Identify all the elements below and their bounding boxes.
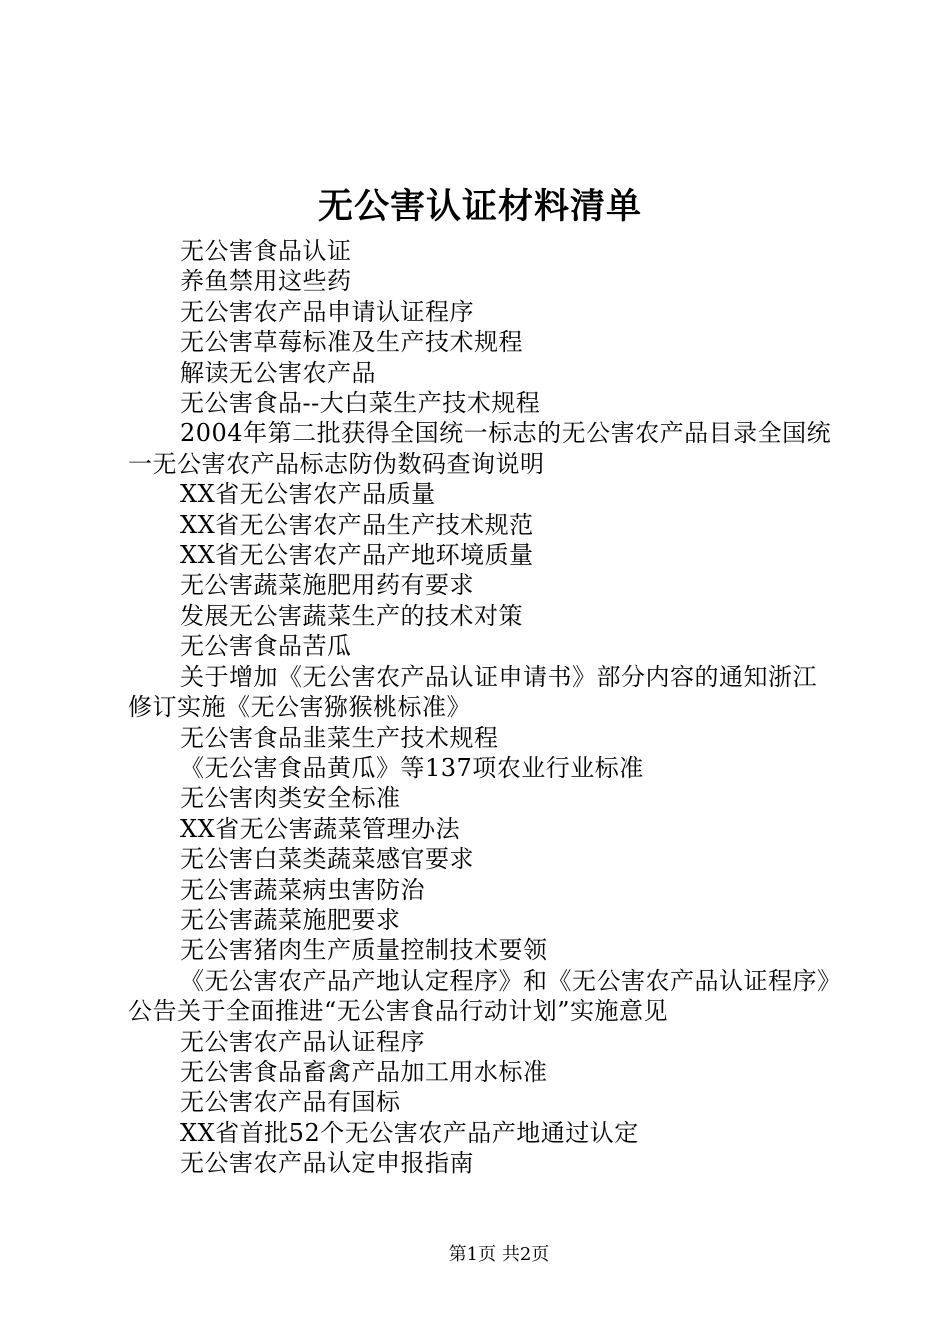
paragraph: 无公害农产品申请认证程序 xyxy=(180,297,474,326)
paragraph: 无公害草莓标准及生产技术规程 xyxy=(180,328,523,357)
paragraph: 无公害食品认证 xyxy=(180,237,352,265)
paragraph: 无公害白菜类蔬菜感官要求 xyxy=(180,845,474,874)
paragraph: 养鱼禁用这些药 xyxy=(180,267,352,296)
paragraph: 无公害食品--大白菜生产技术规程 xyxy=(180,389,541,418)
paragraph: 无公害猪肉生产质量控制技术要领 xyxy=(180,936,548,965)
document-title: 无公害认证材料清单 xyxy=(317,186,642,227)
paragraph: XX省首批52个无公害农产品产地通过认定 xyxy=(180,1118,639,1147)
paragraph: 无公害蔬菜施肥要求 xyxy=(180,905,401,934)
paragraph: 无公害农产品有国标 xyxy=(180,1088,401,1117)
paragraph: 无公害肉类安全标准 xyxy=(180,784,401,813)
paragraph: 无公害农产品认定申报指南 xyxy=(180,1149,474,1178)
paragraph: 无公害食品韭菜生产技术规程 xyxy=(180,723,499,752)
paragraph: 解读无公害农产品 xyxy=(180,358,376,387)
paragraph: 发展无公害蔬菜生产的技术对策 xyxy=(180,601,523,630)
paragraph: 2004年第二批获得全国统一标志的无公害农产品目录全国统一无公害农产品标志防伪数码查询说明 xyxy=(128,419,832,478)
paragraph: 无公害农产品认证程序 xyxy=(180,1027,425,1056)
paragraph: 无公害食品畜禽产品加工用水标准 xyxy=(180,1057,548,1086)
paragraph: 无公害食品苦瓜 xyxy=(180,632,352,661)
paragraph: XX省无公害蔬菜管理办法 xyxy=(180,814,461,843)
paragraph: 《无公害食品黄瓜》等137项农业行业标准 xyxy=(180,753,644,782)
paragraph: 无公害蔬菜病虫害防治 xyxy=(180,875,425,904)
paragraph: XX省无公害农产品产地环境质量 xyxy=(180,541,534,570)
paragraph: XX省无公害农产品质量 xyxy=(180,480,436,509)
paragraph: 无公害蔬菜施肥用药有要求 xyxy=(180,571,474,600)
paragraph: 《无公害农产品产地认定程序》和《无公害农产品认证程序》公告关于全面推进“无公害食品行动计划”实施意见 xyxy=(128,966,830,1026)
page-footer: 第1页 共2页 xyxy=(448,1244,550,1265)
paragraph: XX省无公害农产品生产技术规范 xyxy=(180,510,534,539)
document-body xyxy=(128,236,833,1179)
paragraph: 关于增加《无公害农产品认证申请书》部分内容的通知浙江修订实施《无公害猕猴桃标准》 xyxy=(128,662,817,722)
